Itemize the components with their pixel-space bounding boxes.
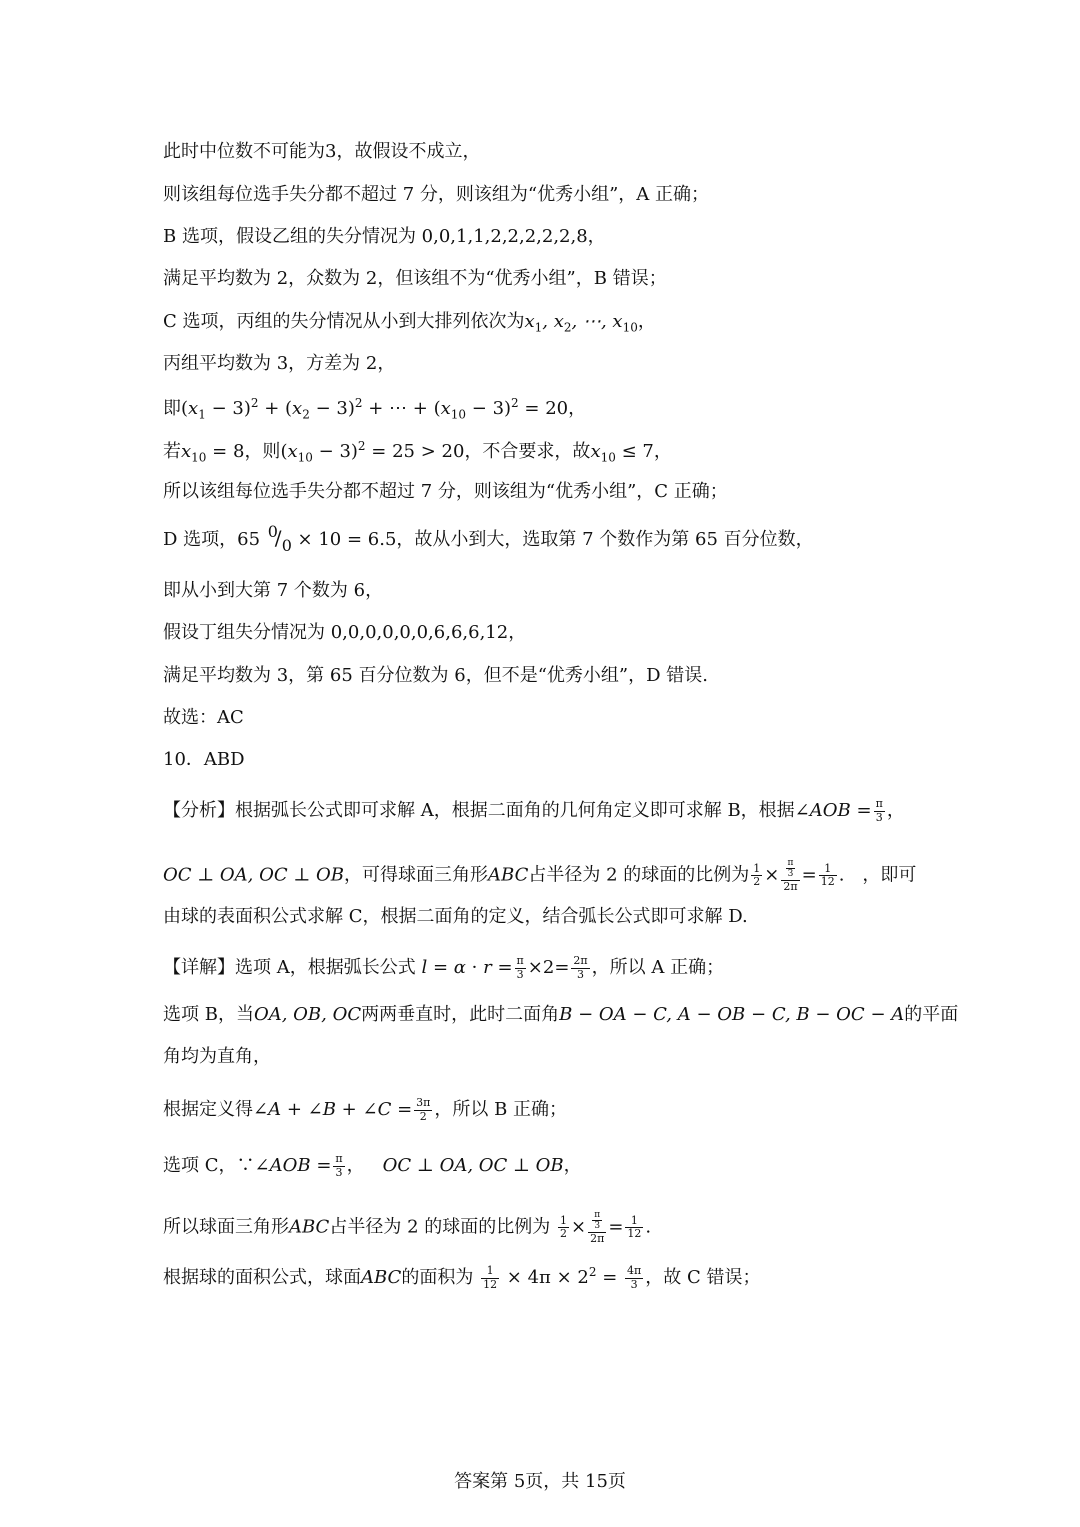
math-expression: ABC [488, 864, 529, 886]
text-span: ，则 [244, 441, 281, 462]
fraction: $\frac{\pi}{3}$ [516, 954, 524, 981]
text-span: 根据球的面积公式，球面 [163, 1267, 361, 1289]
text-span: . [645, 1216, 652, 1238]
text-line: 由球的表面积公式求解 C，根据二面角的定义，结合弧长公式即可求解 D. [163, 906, 748, 927]
math-operator: × $4\pi \times 2^2$ = [501, 1265, 624, 1289]
math-expression: OC ⊥ OA, OC ⊥ OB [163, 864, 345, 886]
text-line: 此时中位数不可能为3，故假设不成立， [163, 141, 481, 162]
text-span: ，所以 B 正确； [434, 1099, 568, 1121]
text-line: 满足平均数为 3，第 65 百分位数为 6，但不是“优秀小组”，D 错误. [163, 665, 708, 686]
text-line [163, 1097, 567, 1123]
text-span: ，故 C 错误； [645, 1267, 761, 1289]
math-expression: ABC [289, 1216, 330, 1238]
text-span: × 10 = 6.5，故从小到大，选取第 7 个数作为第 65 百分位数， [297, 529, 814, 550]
math-expression: ABC [361, 1267, 402, 1289]
text-line: 假设丁组失分情况为 0,0,0,0,0,0,6,6,6,12， [163, 622, 527, 643]
math-expression: $x_1$, $x_2$, ⋯, $x_{10}$ [524, 311, 638, 335]
text-line: 故选：AC [163, 707, 244, 728]
text-line [163, 1210, 651, 1245]
text-span: 占半径为 2 的球面的比例为 [329, 1216, 551, 1238]
fraction: $\frac{1}{12}$ [820, 861, 835, 889]
fraction: $\frac{1}{2}$ [559, 1213, 567, 1241]
math-expression: ∠AOB = [794, 800, 872, 822]
fraction: $\frac{1}{2}$ [753, 861, 761, 889]
equals-sign: = [801, 864, 817, 886]
text-line [163, 1006, 958, 1024]
math-expression: OA, OB, OC [253, 1004, 362, 1025]
fraction: $\frac{1}{12}$ [627, 1213, 642, 1241]
text-span: 的面积为 [401, 1267, 474, 1289]
text-line: 则该组每位选手失分都不超过 7 分，则该组为“优秀小组”，A 正确； [163, 184, 710, 205]
text-line: 所以该组每位选手失分都不超过 7 分，则该组为“优秀小组”，C 正确； [163, 481, 728, 502]
text-span: ，不合要求，故 [464, 441, 591, 462]
text-line [163, 858, 916, 893]
fraction: $\frac{1}{12}$ [483, 1264, 498, 1291]
equals-sign: = [608, 1216, 624, 1238]
text-line: 10．ABD [163, 749, 245, 770]
text-span: ， [886, 800, 905, 822]
text-line: 满足平均数为 2，众数为 2，但该组不为“优秀小组”，B 错误； [163, 268, 667, 289]
text-line [163, 397, 586, 421]
math-expression: $(x_{10} - 3)^2 = 25 > 20$ [280, 439, 465, 465]
text-line [163, 440, 672, 464]
page-footer: 答案第 5页，共 15页 [454, 1471, 626, 1492]
text-line [163, 798, 905, 824]
text-span: . ，即可 [838, 864, 917, 886]
math-expression: ∠AOB = [254, 1155, 332, 1177]
text-span: 即 [163, 398, 181, 419]
text-line [163, 1265, 761, 1291]
text-span: ， [568, 398, 587, 419]
math-expression: B − OA − C, A − OB − C, B − OC − A [559, 1004, 905, 1025]
text-span: ，可得球面三角形 [344, 864, 489, 886]
text-span: 选项 C，∵ [163, 1155, 255, 1177]
text-span: ，所以 A 正确； [591, 957, 725, 979]
text-line: B 选项，假设乙组的失分情况为 0,0,1,1,2,2,2,2,2,8， [163, 226, 606, 247]
percent-sign: 0 / 0 [267, 522, 292, 555]
text-line: 即从小到大第 7 个数为 6， [163, 580, 384, 601]
text-span: ， [563, 1155, 582, 1177]
text-span: D 选项，65 [163, 529, 261, 550]
math-expression: $x_{10} = 8$ [181, 441, 245, 465]
text-line [163, 522, 814, 555]
text-span: 占半径为 2 的球面的比例为 [528, 864, 750, 886]
fraction: $\frac{\pi}{3}$ [335, 1152, 343, 1179]
text-span: 两两垂直时，此时二面角 [361, 1004, 560, 1025]
text-span: 的平面 [904, 1004, 959, 1025]
fraction: $\frac{4\pi}{3}$ [627, 1264, 642, 1291]
text-span: 所以球面三角形 [163, 1216, 289, 1238]
text-span: 若 [163, 441, 181, 462]
text-line: 丙组平均数为 3，方差为 2， [163, 353, 396, 374]
text-span: 选项 B，当 [163, 1004, 254, 1025]
times-sign: × [570, 1216, 587, 1238]
times-sign: × [764, 864, 780, 886]
text-span: ， [346, 1155, 365, 1177]
text-span: 根据定义得 [163, 1099, 253, 1121]
text-line: 角均为直角， [163, 1046, 271, 1067]
math-expression: $x_{10} \le 7$ [590, 441, 654, 465]
text-span: 【分析】根据弧长公式即可求解 A，根据二面角的几何角定义即可求解 B，根据 [163, 800, 795, 822]
math-expression: l = α · r = [421, 957, 513, 979]
text-span: ， [653, 441, 672, 462]
fraction: $\frac{3\pi}{2}$ [416, 1096, 431, 1123]
text-line [163, 1153, 582, 1179]
text-line [163, 955, 724, 981]
text-span: ， [637, 311, 656, 332]
math-expression: OC ⊥ OA, OC ⊥ OB [382, 1155, 564, 1177]
text-span: C 选项，丙组的失分情况从小到大排列依次为 [163, 311, 525, 332]
text-line [163, 313, 656, 334]
fraction: $\frac{\frac{\pi}{3}}{2\pi}$ [783, 858, 798, 893]
text-span: 【详解】选项 A，根据弧长公式 [163, 957, 416, 979]
fraction: $\frac{2\pi}{3}$ [573, 954, 588, 981]
fraction: $\frac{\pi}{3}$ [875, 797, 883, 824]
math-expression: $(x_1 - 3)^2 + (x_2 - 3)^2$ + ⋯ + $(x_{10} - 3)^2 = 20$ [181, 396, 569, 422]
fraction: $\frac{\frac{\pi}{3}}{2\pi}$ [590, 1210, 605, 1245]
math-operator: ×2= [527, 957, 570, 979]
math-expression: ∠A + ∠B + ∠C = [253, 1099, 413, 1121]
